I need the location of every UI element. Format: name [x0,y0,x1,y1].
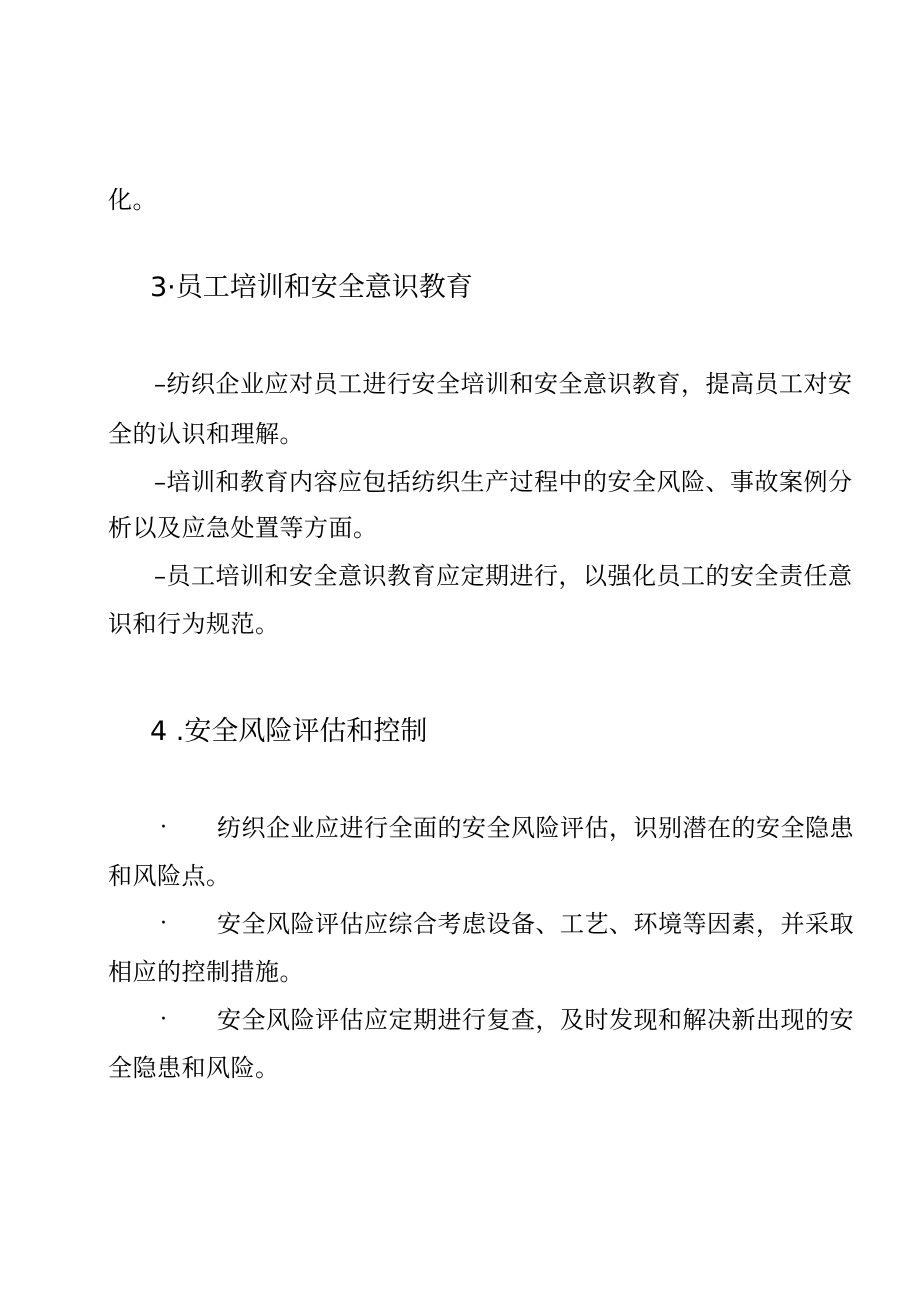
dash-marker: – [154,468,167,496]
dash-marker: – [154,370,167,398]
section3-item-3-line1 [154,560,853,592]
section3-item-3-line2: 识和行为规范。 [108,610,280,638]
bullet-marker: · [160,911,168,936]
section3-item-2-line1 [154,466,853,498]
intro-fragment: 化。 [108,186,157,214]
bullet-marker: · [160,1007,168,1032]
section3-item-1-text: 纺织企业应对员工进行安全培训和安全意识教育，提高员工对安 [166,370,853,398]
section3-heading: 3·员工培训和安全意识教育 [150,272,473,303]
section3-item-2-text: 培训和教育内容应包括纺织生产过程中的安全风险、事故案例分 [166,468,853,496]
section3-item-3-text: 员工培训和安全意识教育应定期进行，以强化员工的安全责任意 [166,562,853,590]
section3-item-1-line1 [154,368,853,400]
section3-item-2-line2: 析以及应急处置等方面。 [108,514,378,542]
section4-item-3-line2: 全隐患和风险。 [108,1054,280,1082]
section4-item-2-text: 安全风险评估应综合考虑设备、工艺、环境等因素，并采取 [217,910,854,938]
section3-item-1-line2: 全的认识和理解。 [108,420,304,448]
bullet-marker: · [160,815,168,840]
section4-item-1-text: 纺织企业应进行全面的安全风险评估，识别潜在的安全隐患 [217,814,854,842]
section4-item-3-text: 安全风险评估应定期进行复查，及时发现和解决新出现的安 [217,1006,854,1034]
section4-heading: 4 .安全风险评估和控制 [150,716,428,747]
dash-marker: – [154,562,167,590]
section4-item-2-line2: 相应的控制措施。 [108,958,304,986]
section4-item-1-line2: 和风险点。 [108,862,231,890]
